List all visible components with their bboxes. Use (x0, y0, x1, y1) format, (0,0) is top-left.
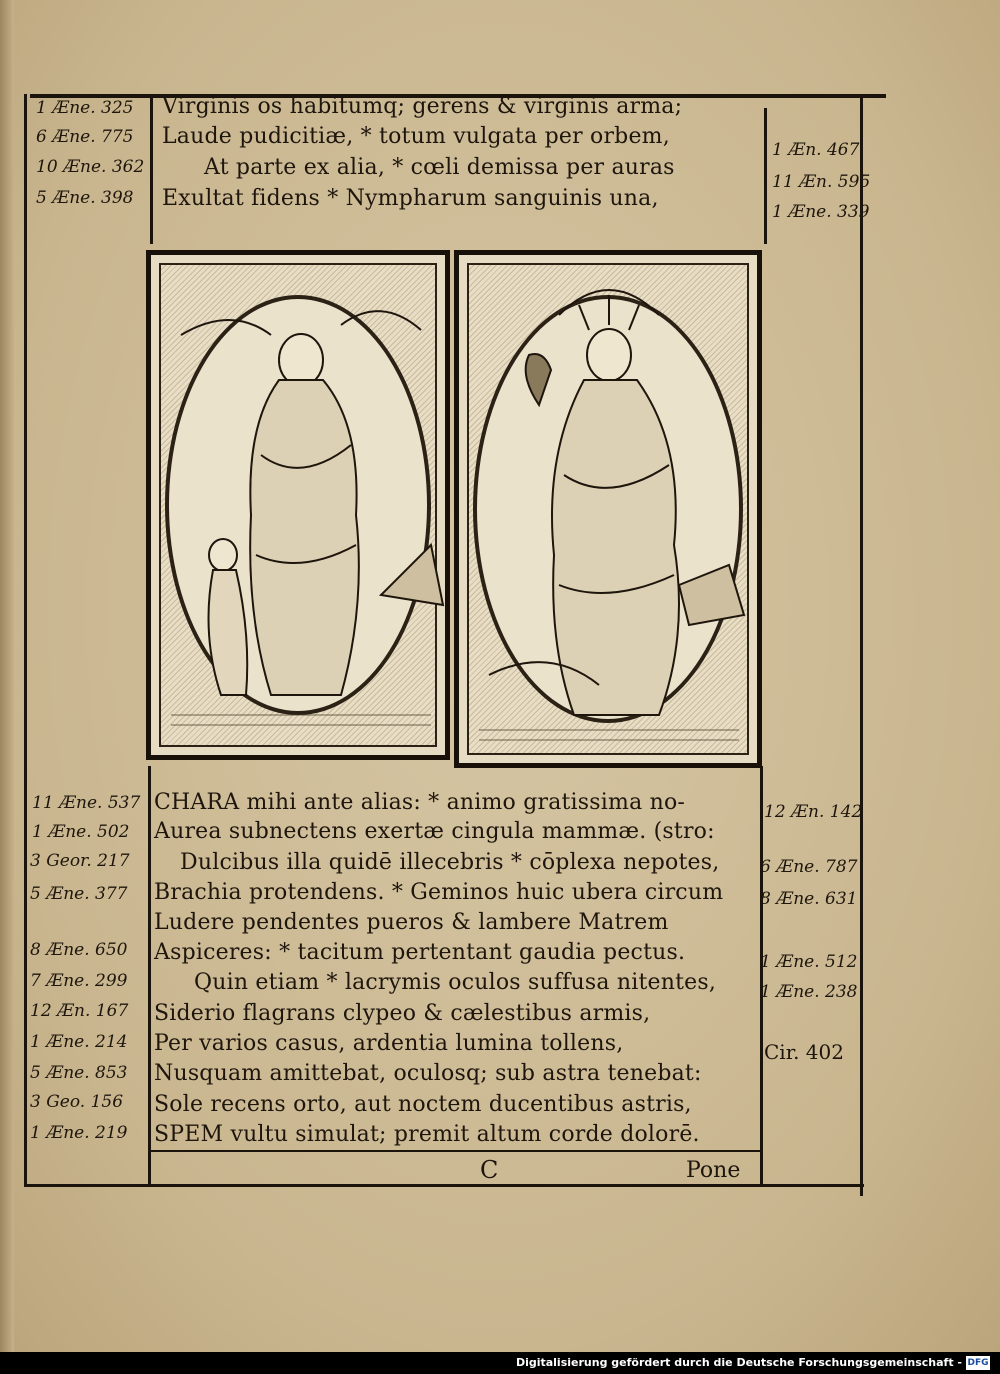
ref-bottom-right-2: 6 Æne. 787 (760, 857, 858, 877)
ref-top-left-4: 5 Æne. 398 (36, 188, 134, 208)
footer-bar (0, 1352, 1000, 1374)
ref-bottom-right-6: Cir. 402 (764, 1040, 844, 1064)
ref-top-right-2: 11 Æn. 595 (772, 172, 871, 192)
charity-figure-icon (151, 255, 445, 755)
verse-bottom-11: Sole recens orto, aut noctem ducentibus astris, (154, 1092, 692, 1117)
left-rule (24, 94, 27, 1186)
verse-top-4: Exultat fidens * Nympharum sanguinis una, (162, 186, 659, 211)
verse-bottom-10: Nusquam amittebat, oculosq; sub astra tenebat: (154, 1061, 702, 1086)
ref-bottom-right-1: 12 Æn. 142 (764, 802, 863, 822)
verse-bottom-1: CHARA mihi ante alias: * animo gratissima no- (154, 790, 686, 815)
ref-top-right-3: 1 Æne. 339 (772, 202, 870, 222)
ref-bottom-left-1: 11 Æne. 537 (32, 793, 141, 813)
verse-top-3: At parte ex alia, * cœli demissa per auras (204, 155, 675, 180)
bottom-text-rule (150, 1150, 762, 1152)
ref-bottom-left-9: 5 Æne. 853 (30, 1063, 128, 1083)
ref-bottom-left-3: 3 Geor. 217 (30, 851, 130, 871)
woodcut-right-hope (454, 250, 762, 768)
ref-bottom-right-4: 1 Æne. 512 (760, 952, 858, 972)
verse-bottom-7: Quin etiam * lacrymis oculos suffusa nitentes, (194, 970, 717, 995)
signature-mark: C (480, 1156, 499, 1184)
ref-bottom-left-10: 3 Geo. 156 (30, 1092, 124, 1112)
verse-bottom-12: SPEM vultu simulat; premit altum corde dolorē. (154, 1122, 700, 1147)
ref-top-left-1: 1 Æne. 325 (36, 98, 134, 118)
woodcut-left-charity (146, 250, 450, 760)
ref-bottom-left-4: 5 Æne. 377 (30, 884, 128, 904)
verse-bottom-6: Aspiceres: * tacitum pertentant gaudia pectus. (154, 940, 686, 965)
top-left-column-rule (150, 96, 153, 244)
ref-bottom-left-5: 8 Æne. 650 (30, 940, 128, 960)
verse-bottom-9: Per varios casus, ardentia lumina tollens, (154, 1031, 624, 1056)
ref-bottom-right-5: 1 Æne. 238 (760, 982, 858, 1002)
ref-top-right-1: 1 Æn. 467 (772, 140, 860, 160)
right-rule (860, 96, 863, 1196)
ref-bottom-left-11: 1 Æne. 219 (30, 1123, 128, 1143)
hope-figure-icon (459, 255, 757, 763)
bottom-left-column-rule (148, 766, 151, 1186)
footer-credit-text: Digitalisierung gefördert durch die Deutsche Forschungsgemeinschaft - (515, 1356, 962, 1369)
verse-bottom-3: Dulcibus illa quidē illecebris * cōplexa nepotes, (180, 850, 720, 875)
ref-bottom-right-3: 8 Æne. 631 (760, 889, 858, 909)
verse-top-2: Laude pudicitiæ, * totum vulgata per orbem, (162, 124, 670, 149)
ref-bottom-left-8: 1 Æne. 214 (30, 1032, 128, 1052)
catchword: Pone (686, 1158, 741, 1183)
top-right-column-rule (764, 108, 767, 244)
verse-top-1: Virginis os habitumq; gerens & virginis arma; (162, 94, 683, 119)
verse-bottom-4: Brachia protendens. * Geminos huic ubera circum (154, 880, 724, 905)
ref-bottom-left-6: 7 Æne. 299 (30, 971, 128, 991)
ref-bottom-left-2: 1 Æne. 502 (32, 822, 130, 842)
ref-top-left-3: 10 Æne. 362 (36, 157, 145, 177)
ref-bottom-left-7: 12 Æn. 167 (30, 1001, 129, 1021)
verse-bottom-2: Aurea subnectens exertæ cingula mammæ. (stro: (154, 819, 715, 844)
ref-top-left-2: 6 Æne. 775 (36, 127, 134, 147)
verse-bottom-5: Ludere pendentes pueros & lambere Matrem (154, 910, 669, 935)
bottom-right-column-rule (760, 766, 763, 1186)
dfg-logo: DFG (967, 1358, 989, 1368)
verse-bottom-8: Siderio flagrans clypeo & cælestibus armis, (154, 1001, 651, 1026)
